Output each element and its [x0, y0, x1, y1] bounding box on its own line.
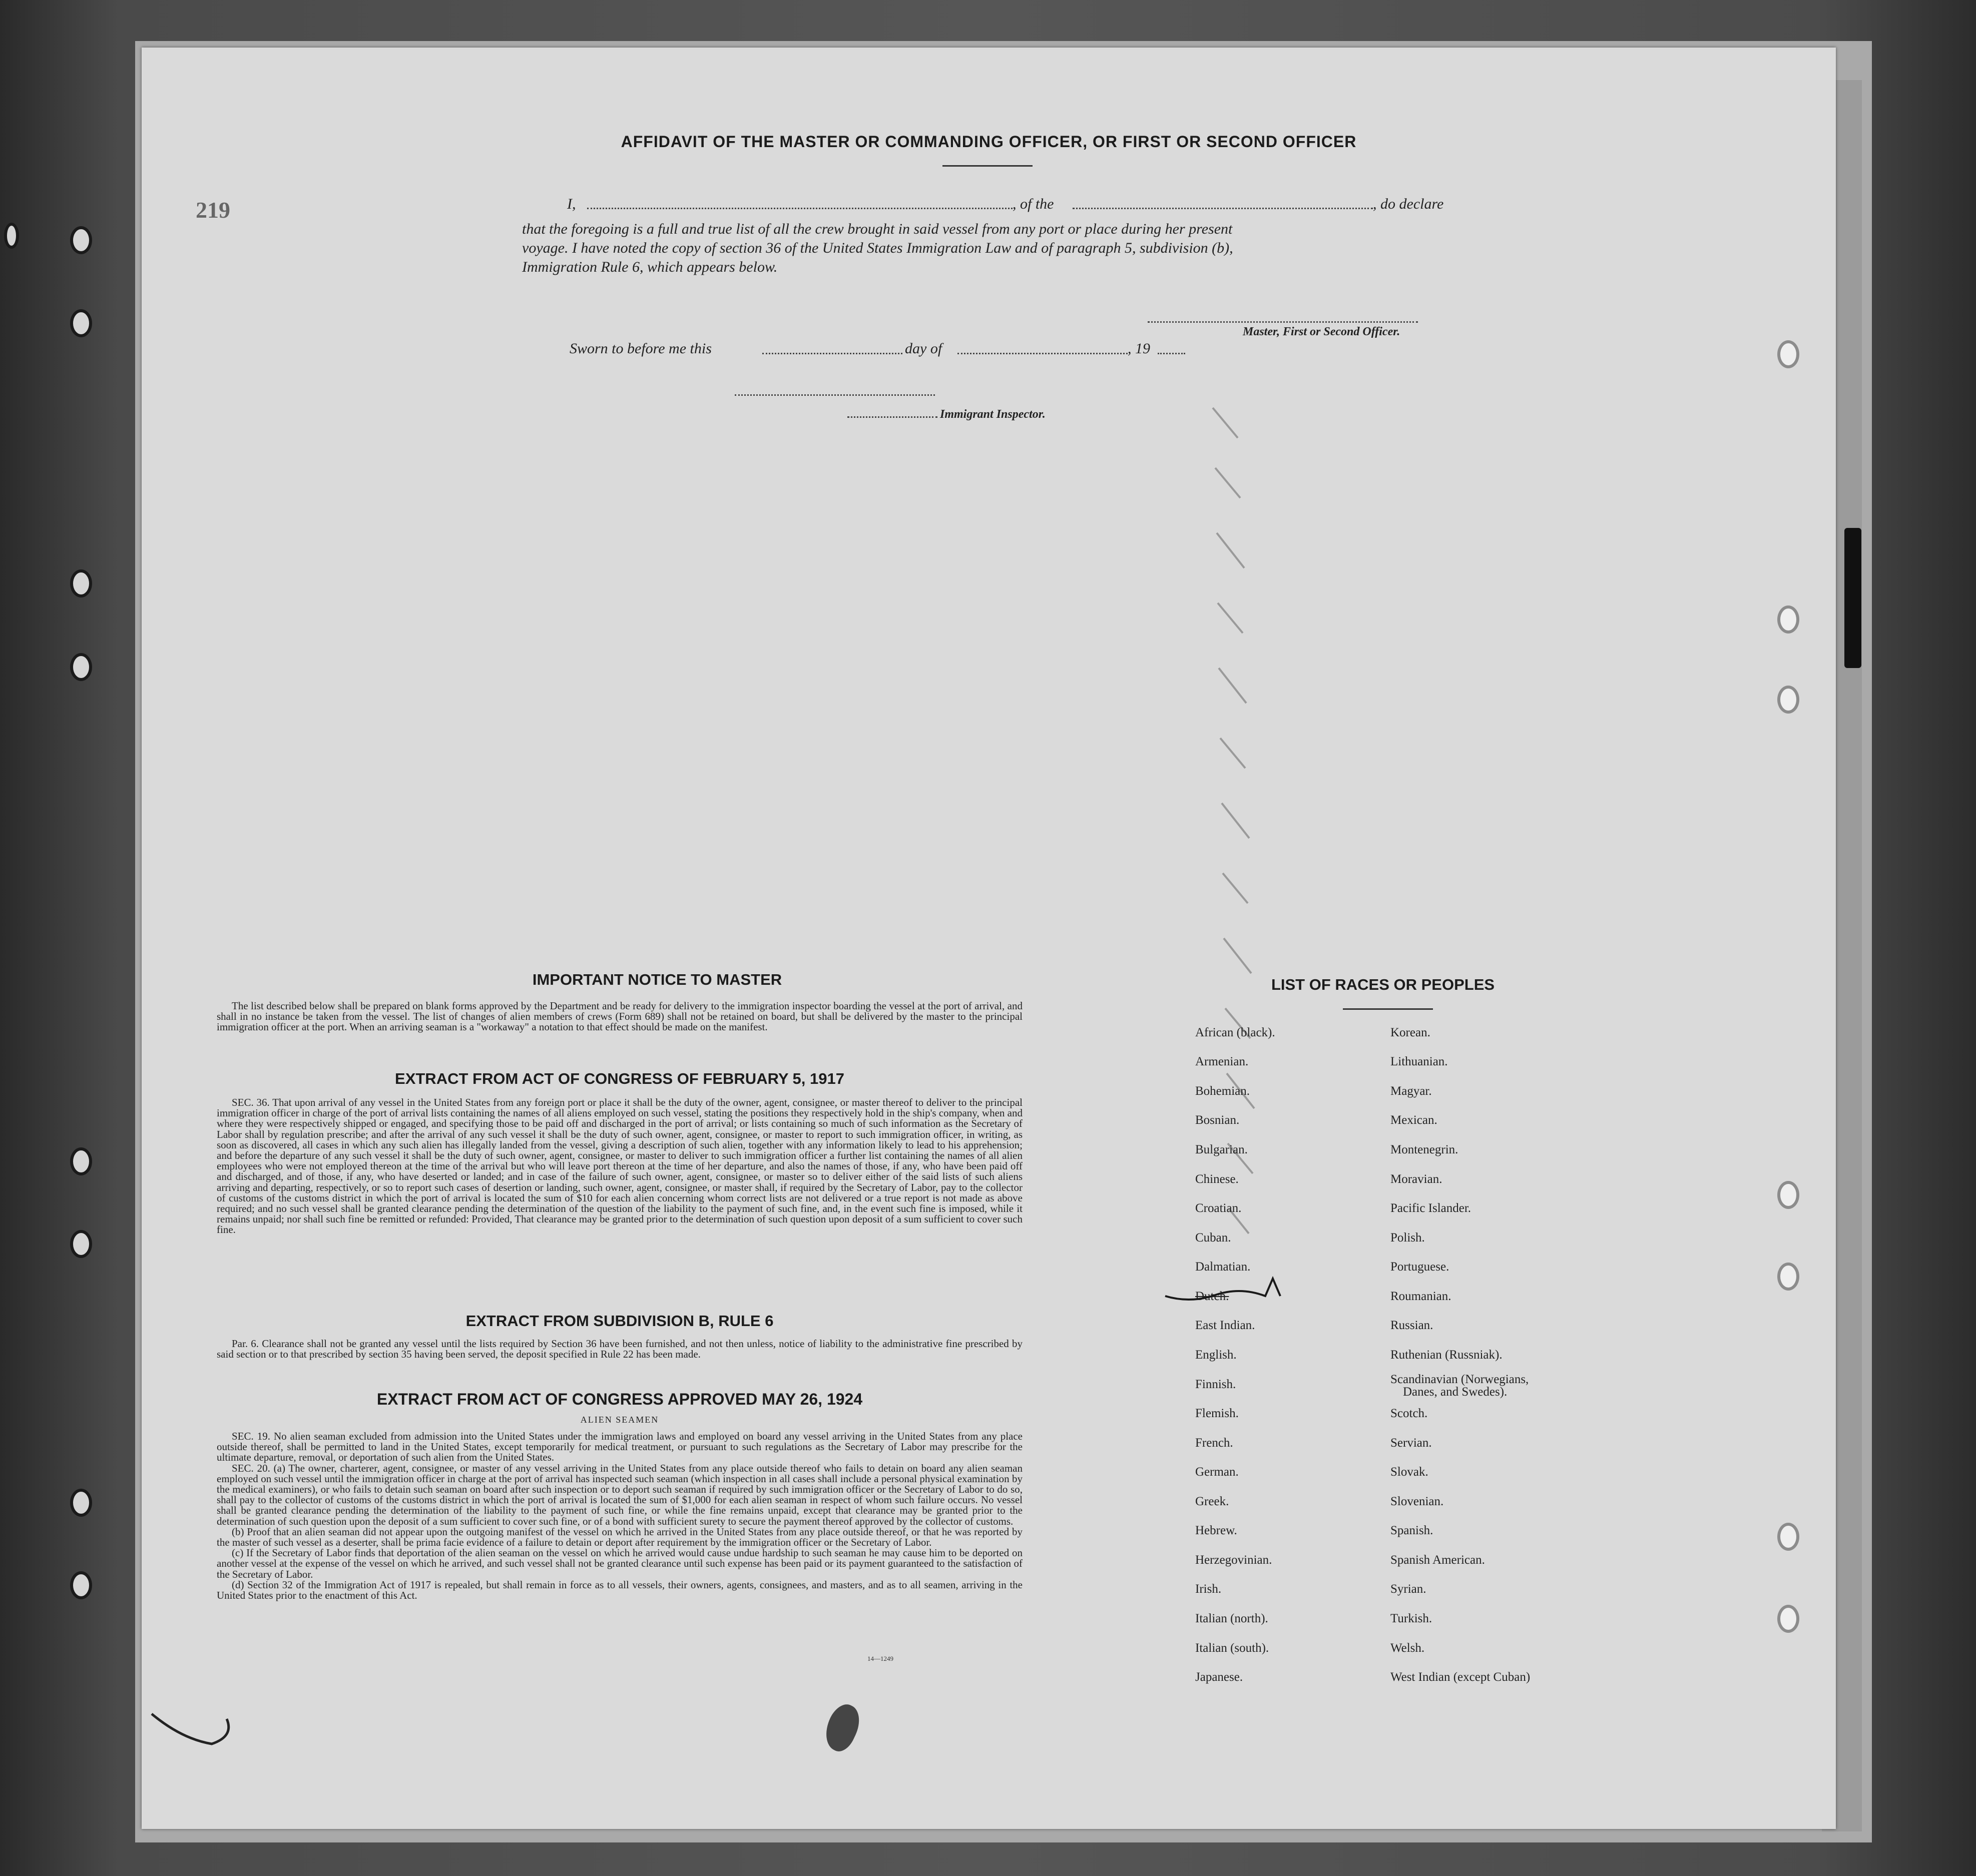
- extract-1917-title: EXTRACT FROM ACT OF CONGRESS OF FEBRUARY 5, 1917: [395, 1070, 844, 1087]
- affidavit-title: AFFIDAVIT OF THE MASTER OR COMMANDING OFFICER, OR FIRST OR SECOND OFFICER: [621, 133, 1357, 151]
- race-item: Finnish.: [1195, 1378, 1236, 1391]
- year-label: , 19: [1128, 340, 1150, 357]
- race-item: Scotch.: [1390, 1407, 1428, 1420]
- race-item: Bosnian.: [1195, 1113, 1240, 1127]
- race-item: Slovenian.: [1390, 1495, 1444, 1508]
- race-item: Bulgarian.: [1195, 1143, 1248, 1156]
- binder-hole: [70, 653, 92, 681]
- race-item: Bohemian.: [1195, 1084, 1250, 1098]
- ink-smudge: [819, 1700, 866, 1755]
- race-item: Herzegovinian.: [1195, 1553, 1272, 1567]
- race-item: Servian.: [1390, 1436, 1432, 1450]
- race-item: German.: [1195, 1465, 1239, 1479]
- binder-hole: [70, 1147, 92, 1175]
- inspector-dash: [847, 416, 937, 418]
- affidavit-line-1: that the foregoing is a full and true list of all the crew brought in said vessel from any port or place during her present: [522, 221, 1233, 237]
- notice-body: [217, 1001, 1023, 1032]
- binder-hole: [70, 1571, 92, 1599]
- extract-1924-paragraph: (b) Proof that an alien seaman did not appear upon the outgoing manifest of the vessel on which he arrived in the United States from any place outside thereof, or that he was reported by the master of such vessel as a deserter, shall be prima facie evidence of a failure to detain or deport after requirement by the immigration officer or the Secretary of Labor.: [217, 1525, 1023, 1549]
- race-item: West Indian (except Cuban): [1390, 1670, 1531, 1684]
- extract-1917-paragraph: SEC. 36. That upon arrival of any vessel in the United States from any foreign port or place it shall be the duty of the owner, agent, consignee, or master thereof to deliver to the principal immigration officer in charge of the port of arrival lists containing the names of all aliens employed on such vessel, stating the positions they respectively hold in the ship's company, when and where they were respectively shipped or engaged, and specifying those to be paid off and discharged in the port of arrival; or lists containing so much of such information as the Secretary of Labor shall by regulation prescribe; and after the arrival of any such vessel it shall be the duty of such owner, agent, consignee, or master to report to such immigration officer, in writing, as soon as discovered, all cases in which any such alien has illegally landed from the vessel, giving a description of such alien, together with any information likely to lead to his apprehension; and before the departure of any such vessel it shall be the duty of such owner, agent, consignee, or master to deliver to such immigration officer a further list containing the names of all alien employees who were not employed thereon at the time of the arrival but who will leave port thereon at the time of her departure, and also the names of those, if any, who have been paid off and discharged, and of those, if any, who have deserted or landed; and in case of the failure of such owner, agent, consignee, or master so to deliver either of the said lists of such aliens arriving and departing, respectively, or so to report such cases of desertion or landing, such owner, agent, consignee, or master shall, if required by the Secretary of Labor, pay to the collector of customs of the customs district in which the port of arrival is located the sum of $10 for each alien concerning whom correct lists are not delivered or a true report is not made as above required; and no such vessel shall be granted clearance pending the determination of the question of the liability to the payment of such fine, and, in the event such fine is imposed, while it remains unpaid; nor shall such fine be remitted or refunded: Provided, That clearance may be granted prior to the determination of such question upon deposit of a sum sufficient to cover such fine.: [217, 1096, 1023, 1236]
- race-item: Cuban.: [1195, 1231, 1231, 1244]
- extract-1924-paragraph: (d) Section 32 of the Immigration Act of 1917 is repealed, but shall remain in force as to all vessels, their owners, agents, consignees, and masters, and as to all seamen, arriving in the United States prior to the enactment of this Act.: [217, 1578, 1023, 1602]
- day-of-label: day of: [905, 340, 942, 357]
- extract-1924-paragraph: SEC. 20. (a) The owner, charterer, agent, consignee, or master of any vessel arriving in the United States from any place outside thereof who fails to detain on board any alien seaman employed on such vessel until the immigration officer in charge at the port of arrival has inspected such seaman (which inspection in all cases shall include a personal physical examination by the medical examiners), or who fails to detain such seaman on board after such inspection or to deport such seaman if required by such immigration officer or the Secretary of Labor to do so, shall pay to the collector of customs of the customs district in which the port of arrival is located the sum of $1,000 for each alien seaman in respect of whom such failure occurs. No vessel shall be granted clearance pending the determination of the liability to the payment of such fine, or while the fine remains unpaid, except that clearance may be granted prior to the determination of such question upon the deposit of a sum sufficient to cover such fine, or of a bond with sufficient surety to secure the payment thereof approved by the collector of customs.: [217, 1462, 1023, 1527]
- punch-hole: [1777, 686, 1799, 714]
- race-item: Mexican.: [1390, 1113, 1437, 1127]
- year-blank: [1158, 353, 1185, 354]
- race-item: Russian.: [1390, 1319, 1433, 1332]
- race-item: Spanish.: [1390, 1524, 1433, 1537]
- form-page: [142, 48, 1836, 1829]
- race-item: Moravian.: [1390, 1172, 1442, 1186]
- punch-hole: [1777, 1181, 1799, 1209]
- extract-1924-paragraph: SEC. 19. No alien seaman excluded from admission into the United States under the immigration laws and employed on board any vessel arriving in the United States from any place outside thereof, shall be permitted to land in the United States, except temporarily for medical treatment, or pursuant to such regulations as the Secretary of Labor may prescribe for the ultimate departure, removal, or deportation of such alien from the United States.: [217, 1430, 1023, 1464]
- form-number: 14—1249: [867, 1655, 893, 1662]
- race-item: Hebrew.: [1195, 1524, 1237, 1537]
- notice-paragraph: The list described below shall be prepared on blank forms approved by the Department and be ready for delivery to the immigration inspector boarding the vessel at the port of arrival, and shall in no instance be taken from the vessel. The list of changes of alien members of crews (Form 689) shall not be retained on board, but shall be delivered by the master to the principal immigration officer at the port. When an arriving seaman is a "workaway" a notation to that effect should be made on the manifest.: [217, 1000, 1023, 1033]
- binder-hole: [70, 1489, 92, 1517]
- binder-hole: [4, 223, 19, 249]
- race-item: Montenegrin.: [1390, 1143, 1458, 1156]
- race-item: Spanish American.: [1390, 1553, 1485, 1567]
- inspector-caption: Immigrant Inspector.: [940, 408, 1046, 421]
- title-underline: [942, 165, 1033, 167]
- races-title: LIST OF RACES OR PEOPLES: [1271, 976, 1495, 993]
- race-item: Greek.: [1195, 1495, 1229, 1508]
- race-item: Polish.: [1390, 1231, 1425, 1244]
- extract-1924-paragraph: (c) If the Secretary of Labor finds that deportation of the alien seaman on the vessel on which he arrived would cause undue hardship to such seaman he may cause him to be deported on another vessel at the expense of the vessel on which he arrived, and such vessel shall not be granted clearance until such expense has been paid or its payment guaranteed to the satisfaction of the Secretary of Labor.: [217, 1547, 1023, 1580]
- pencil-squiggle: [142, 1709, 242, 1764]
- race-item: Portuguese.: [1390, 1260, 1449, 1274]
- extract-1924-title: EXTRACT FROM ACT OF CONGRESS APPROVED MAY 26, 1924: [376, 1390, 863, 1408]
- extract-rule6-paragraph: Par. 6. Clearance shall not be granted any vessel until the lists required by Section 36 have been furnished, and not then unless, notice of liability to the administrative fine prescribed by said section or to that prescribed by section 35 having been served, the deposit specified in Rule 22 has been made.: [217, 1338, 1023, 1360]
- punch-hole: [1777, 1605, 1799, 1633]
- race-item: Flemish.: [1195, 1407, 1239, 1420]
- race-item: Irish.: [1195, 1582, 1222, 1596]
- race-item: Roumanian.: [1390, 1290, 1451, 1303]
- punch-hole: [1777, 605, 1799, 634]
- tape-strip: [1844, 528, 1861, 668]
- master-signature-line: [1148, 321, 1418, 323]
- race-item: Dutch.: [1195, 1290, 1229, 1303]
- race-item: French.: [1195, 1436, 1233, 1450]
- race-item: Ruthenian (Russniak).: [1390, 1348, 1503, 1362]
- binder-hole: [70, 309, 92, 337]
- handwritten-checkmark: [1160, 1276, 1290, 1311]
- race-item: Italian (north).: [1195, 1612, 1268, 1625]
- race-item: Syrian.: [1390, 1582, 1426, 1596]
- races-title-underline: [1343, 1008, 1433, 1010]
- race-item-continued: Danes, and Swedes).: [1403, 1385, 1508, 1399]
- day-blank: [762, 353, 902, 354]
- punch-hole: [1777, 1263, 1799, 1291]
- binder-hole: [70, 1230, 92, 1258]
- punch-hole: [1777, 340, 1799, 368]
- race-item: Croatian.: [1195, 1201, 1242, 1215]
- race-item: East Indian.: [1195, 1319, 1255, 1332]
- race-item: African (black).: [1195, 1026, 1275, 1039]
- extract-1924-body: [217, 1431, 1023, 1601]
- race-item: Lithuanian.: [1390, 1055, 1448, 1068]
- punch-hole: [1777, 1523, 1799, 1551]
- master-caption: Master, First or Second Officer.: [1243, 325, 1400, 338]
- race-item: Japanese.: [1195, 1670, 1243, 1684]
- month-blank: [957, 353, 1128, 354]
- race-item: Chinese.: [1195, 1172, 1239, 1186]
- inspector-signature-line: [735, 394, 935, 396]
- race-item: Armenian.: [1195, 1055, 1249, 1068]
- affidavit-i-label: I,: [567, 196, 576, 212]
- race-item: Italian (south).: [1195, 1641, 1269, 1655]
- sworn-label: Sworn to before me this: [570, 340, 712, 357]
- race-item: Magyar.: [1390, 1084, 1432, 1098]
- race-item: Welsh.: [1390, 1641, 1425, 1655]
- alien-seamen-subtitle: ALIEN SEAMEN: [580, 1415, 659, 1425]
- notice-title: IMPORTANT NOTICE TO MASTER: [532, 971, 782, 988]
- margin-number: 219: [196, 197, 230, 223]
- race-item: Turkish.: [1390, 1612, 1432, 1625]
- extract-1917-body: [217, 1097, 1023, 1235]
- race-item: Pacific Islander.: [1390, 1201, 1471, 1215]
- binder-hole: [70, 226, 92, 254]
- of-the-label: , of the: [1013, 196, 1054, 212]
- do-declare-label: , do declare: [1373, 196, 1444, 212]
- binder-hole: [70, 569, 92, 597]
- race-item: Scandinavian (Norwegians,: [1390, 1373, 1529, 1386]
- extract-rule6-body: [217, 1339, 1023, 1360]
- race-item: Slovak.: [1390, 1465, 1428, 1479]
- race-item: English.: [1195, 1348, 1237, 1362]
- extract-rule6-title: EXTRACT FROM SUBDIVISION B, RULE 6: [465, 1312, 774, 1330]
- race-item: Korean.: [1390, 1026, 1430, 1039]
- affidavit-line-3: Immigration Rule 6, which appears below.: [522, 259, 778, 275]
- race-item: Dalmatian.: [1195, 1260, 1251, 1274]
- vessel-blank: [1073, 208, 1373, 209]
- name-blank: [587, 208, 1013, 209]
- affidavit-line-2: voyage. I have noted the copy of section 36 of the United States Immigration Law and of paragraph 5, subdivision (b),: [522, 240, 1233, 256]
